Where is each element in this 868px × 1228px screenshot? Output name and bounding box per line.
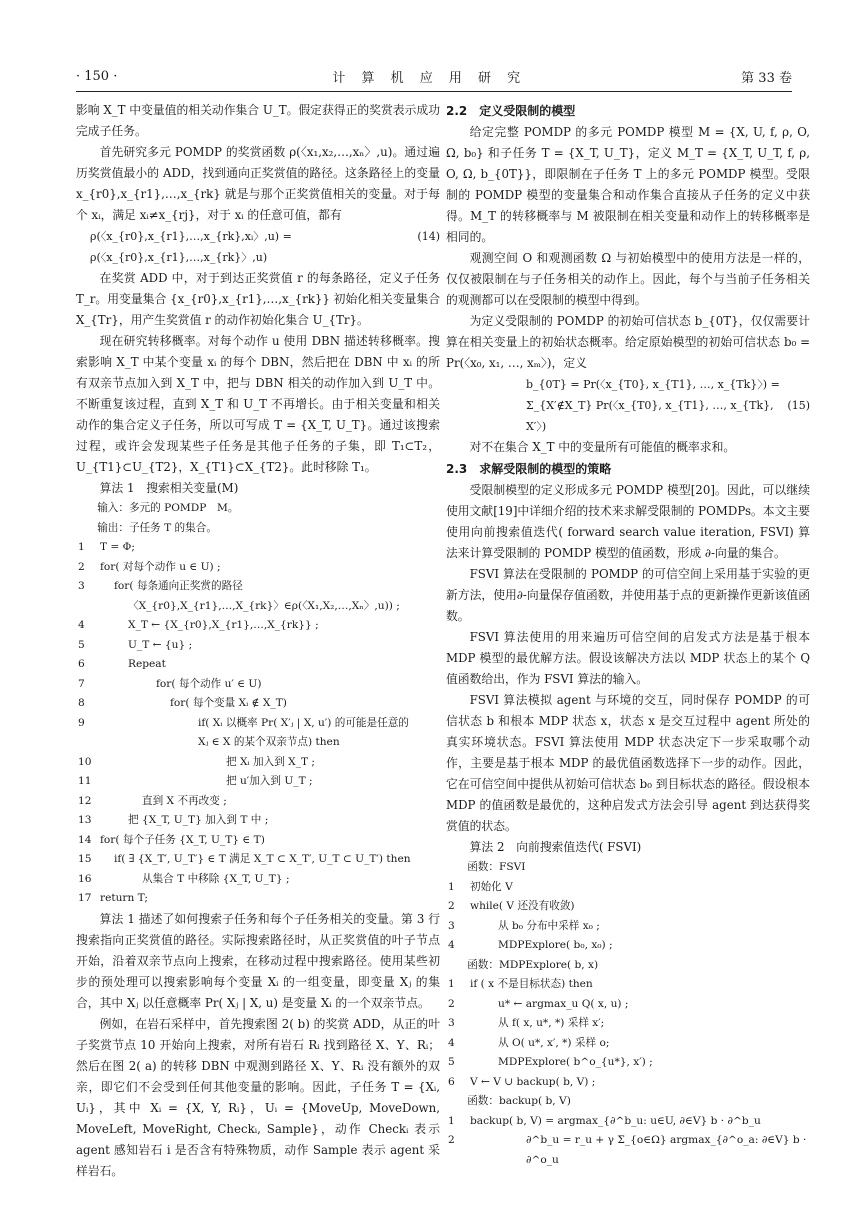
line-number: 12 (78, 794, 92, 807)
line-number: 4 (448, 1036, 455, 1049)
line-text: for( 每个变量 Xᵢ ∉ X_T) (170, 697, 287, 709)
line-number: 6 (78, 658, 85, 670)
algorithm-line (76, 616, 440, 636)
line-number (76, 733, 100, 753)
line-text: 把 u′加入到 U_T ; (226, 775, 313, 787)
algorithm-line (76, 772, 440, 792)
equation-number: (15) (787, 399, 810, 412)
line-number: 3 (78, 580, 85, 592)
algorithm-line (76, 753, 440, 773)
line-text: Xⱼ ∈ X 的某个双亲节点) then (198, 736, 340, 748)
line-text: for( 每个子任务 {X_T, U_T} ∈ T) (100, 833, 265, 846)
line-text: backup( b, V) = argmax_{∂^b_u: u∈U, ∂∈V} b · ∂^b_u (470, 1114, 761, 1127)
algorithm-line (446, 1131, 810, 1170)
line-number: 16 (78, 872, 92, 885)
algorithm-line (446, 1014, 810, 1034)
line-number: 1 (448, 880, 455, 893)
line-number: 2 (448, 997, 455, 1010)
algorithm-input: 输入：多元的 POMDP M。 (97, 502, 239, 514)
algorithm-line (76, 538, 440, 558)
line-number: 11 (78, 775, 92, 787)
line-number: 13 (78, 814, 92, 826)
line-text: V ← V ∪ backup( b, V) ; (470, 1075, 596, 1088)
paragraph: 算法 1 描述了如何搜索子任务和每个子任务相关的变量。第 3 行搜索指向正奖赏值的路径。实际搜索路径时，从正奖赏值的叶子节点开始，沿着双亲节点向上搜索，在移动过程中搜索路径。使用某些初步的预处理可以搜索影响每个变量 Xᵢ 的一组变量，即变量 Xⱼ 的集合，其中 Xⱼ 以任意概率 Pr( Xⱼ | X, u) 是变量 Xᵢ 的一个双亲节点。 (76, 911, 440, 1010)
algorithm-lines (446, 1112, 810, 1171)
algorithm-lines (446, 878, 810, 956)
line-number: 8 (78, 697, 85, 709)
function-label: 函数：backup( b, V) (467, 1095, 571, 1107)
paragraph: 例如，在岩石采样中，首先搜索图 2( b) 的奖赏 ADD，从正的叶子奖赏节点 10 开始向上搜索，对所有岩石 Rᵢ 找到路径 X、Y、Rᵢ；然后在图 2( a) 的转移 DBN 中观测到路径 X、Y、Rᵢ 没有额外的双亲，即它们不会受到任何其他变量的影响。因此，子任务 T = {Xᵢ, Uᵢ}，其中 Xᵢ = {X, Y, Rᵢ}，Uᵢ = {MoveUp, MoveDown, MoveLeft, MoveRight, Checkᵢ, Sample}，动作 Checkᵢ 表示 agent 感知岩石 i 是否含有特殊物质，动作 Sample 表示 agent 采样岩石。 (76, 1016, 440, 1178)
line-text: 把 {X_T, U_T} 加入到 T 中 ; (128, 814, 269, 826)
algorithm-line (76, 870, 440, 890)
line-text: u* ← argmax_u Q( x, u) ; (498, 997, 629, 1010)
line-text: if ( x 不是目标状态) then (470, 978, 593, 990)
line-text: 初始化 V (470, 880, 513, 893)
line-text: 从 O( u*, x′, *) 采样 o; (498, 1036, 610, 1049)
algorithm-lines (76, 538, 440, 909)
algorithm-line (76, 558, 440, 578)
paragraph: 在奖赏 ADD 中，对于到达正奖赏值 r 的每条路径，定义子任务 T_r。用变量集合 {x_{r0},x_{r1},…,x_{rk}} 初始化相关变量集合 X_{Tr}，用产生奖赏值 r 的动作初始化集合 U_{Tr}。 (76, 271, 440, 327)
journal-name: 计 算 机 应 用 研 究 (332, 70, 527, 86)
left-column (76, 100, 440, 1182)
algorithm-line (76, 811, 440, 831)
equation-15-line-2 (446, 395, 810, 437)
line-number: 4 (78, 619, 85, 631)
algorithm-line (446, 936, 810, 956)
line-number: 7 (78, 677, 85, 690)
line-text: ∂^b_u = r_u + γ Σ_{o∈Ω} argmax_{∂^o_a: ∂∈V} b · ∂^o_u (526, 1134, 807, 1166)
paragraph: FSVI 算法在受限制的 POMDP 的可信空间上采用基于实验的更新方法，使用∂-向量保存值函数，并使用基于点的更新操作更新该值函数。 (446, 567, 810, 623)
line-number: 17 (78, 892, 92, 904)
equation-body: ρ(〈x_{r0},x_{r1},…,x_{rk},xᵢ〉,u) = ρ(〈x_{r0},x_{r1},…,x_{rk}〉,u) (90, 230, 292, 264)
line-number (76, 597, 100, 617)
equation-14 (76, 226, 440, 268)
function-label: 函数：FSVI (467, 861, 526, 873)
line-number: 1 (78, 541, 85, 553)
volume-label: 第 33 卷 (741, 70, 792, 86)
header-rule (76, 91, 792, 92)
running-header (76, 66, 792, 86)
line-text: 直到 X 不再改变 ; (142, 794, 227, 807)
paragraph: 现在研究转移概率。对每个动作 u 使用 DBN 描述转移概率。搜索影响 X_T 中某个变量 xᵢ 的每个 DBN，然后把在 DBN 中 xᵢ 的所有双亲节点加入到 X_T 中，把与 DBN 相关的动作加入到 U_T 中。不断重复该过程，直到 X_T 和 U_T 不再增长。由于相关变量和相关动作的集合定义子任务，所以可写成 T = {X_T, U_T}。通过该搜索过程，或许会发现某些子任务是其他子任务的子集，即 T₁⊂T₂，U_{T1}⊂U_{T2}，X_{T1}⊂X_{T2}。此时移除 T₁。 (76, 334, 440, 474)
line-number: 2 (78, 560, 85, 573)
algorithm-lines (446, 975, 810, 1092)
algorithm-1 (76, 499, 440, 909)
algorithm-2 (446, 858, 810, 1170)
line-text: for( 每条通向正奖赏的路径 (114, 580, 243, 592)
line-text: for( 对每个动作 u ∈ U) ; (100, 560, 221, 573)
line-text: X_T ← {X_{r0},X_{r1},…,X_{rk}} ; (128, 619, 319, 631)
paragraph: 受限制模型的定义形成多元 POMDP 模型[20]。因此，可以继续使用文献[19]中详细介绍的技术来求解受限制的 POMDPs。本文主要使用向前搜索值迭代( forward search value iteration, FSVI) 算法来计算受限制的 POMDP 模型的值函数，形成 ∂-向量的集合。 (446, 483, 810, 560)
line-text: for( 每个动作 u′ ∈ U) (156, 677, 262, 690)
algorithm-line (446, 995, 810, 1015)
line-text: Repeat (128, 658, 166, 670)
line-text: T = Φ; (100, 541, 135, 553)
equation-number: (14) (417, 230, 440, 243)
line-text: MDPExplore( b^o_{u*}, x′) ; (498, 1056, 653, 1068)
algorithm-line (76, 694, 440, 714)
section-heading: 2.3 求解受限制的模型的策略 (446, 462, 612, 476)
paragraph: 为定义受限制的 POMDP 的初始可信状态 b_{0T}，仅仅需要计算在相关变量上的初始状态概率。给定原始模型的初始可信状态 b₀ = Pr(〈x₀, x₁, …, xₘ〉)，定义 (446, 314, 810, 370)
algorithm-1-title: 算法 1 搜索相关变量(M) (99, 481, 239, 495)
algorithm-line (446, 878, 810, 898)
algorithm-line (76, 675, 440, 695)
line-number: 2 (448, 900, 455, 912)
section-heading: 2.2 定义受限制的模型 (446, 104, 576, 118)
line-text: if( ∃ {X_T′, U_T′} ∈ T 满足 X_T ⊂ X_T′, U_T ⊂ U_T′) then (114, 853, 411, 865)
line-number: 9 (78, 716, 85, 729)
algorithm-line (446, 1053, 810, 1073)
equation-body: Σ_{X′∉X_T} Pr(〈x_{T0}, x_{T1}, …, x_{Tk}, X′〉) (526, 399, 774, 433)
line-number: 5 (78, 638, 85, 651)
algorithm-line (446, 1073, 810, 1093)
algorithm-line (76, 636, 440, 656)
line-text: U_T ← {u} ; (128, 638, 193, 651)
function-label: 函数：MDPExplore( b, x) (467, 958, 599, 971)
algorithm-line (76, 889, 440, 909)
line-text: 〈X_{r0},X_{r1},…,X_{rk}〉∈ρ(〈X₁,X₂,…,Xₙ〉,u)) ; (128, 599, 400, 612)
line-text: return T; (100, 892, 148, 904)
line-number: 14 (78, 833, 92, 846)
algorithm-line (76, 597, 440, 617)
paragraph: 给定完整 POMDP 的多元 POMDP 模型 M = {X, U, f, ρ, O, Ω, b₀} 和子任务 T = {X_T, U_T}，定义 M_T = {X_T, U_T, f, ρ, O, Ω, b_{0T}}，即限制在子任务 T 上的多元 POMDP 模型。受限制的 POMDP 模型的变量集合和动作集合直接从子任务的定义中获得。M_T 的转移概率与 M 被限制在相关变量和动作上的转移概率是相同的。 (446, 125, 810, 244)
algorithm-line (76, 655, 440, 675)
algorithm-line (446, 897, 810, 917)
equation-15-line-1: b_{0T} = Pr(〈x_{T0}, x_{T1}, …, x_{Tk}〉) = (526, 378, 780, 391)
line-text: if( Xᵢ 以概率 Pr( X′ⱼ | X, u′) 的可能是任意的 (198, 716, 409, 729)
algorithm-output: 输出：子任务 T 的集合。 (97, 521, 217, 534)
algorithm-line (446, 1112, 810, 1132)
line-number: 5 (448, 1056, 455, 1068)
algorithm-line (446, 917, 810, 937)
line-number: 1 (448, 978, 455, 990)
algorithm-line (446, 1034, 810, 1054)
algorithm-line (76, 733, 440, 753)
paragraph: FSVI 算法模拟 agent 与环境的交互，同时保存 POMDP 的可信状态 b 和根本 MDP 状态 x，状态 x 是交互过程中 agent 所处的真实环境状态。FSVI 算法使用 MDP 状态决定下一步采取哪个动作，主要是基于根本 MDP 的最优值函数选择下一步的动作。因此，它在可信空间中提供从初始可信状态 b₀ 到目标状态的路径。假设根本 MDP 的值函数是最优的，这种启发式方法会引导 agent 到达获得奖赏值的状态。 (446, 693, 810, 833)
line-number: 2 (448, 1134, 455, 1146)
line-number: 1 (448, 1114, 455, 1127)
page-number: · 150 · (76, 68, 118, 84)
algorithm-line (76, 850, 440, 870)
line-number: 15 (78, 853, 92, 865)
line-number: 6 (448, 1075, 455, 1088)
line-text: 从集合 T 中移除 {X_T, U_T} ; (142, 872, 290, 885)
line-number: 10 (78, 755, 92, 768)
line-number: 3 (448, 1017, 455, 1029)
algorithm-2-title: 算法 2 向前搜索值迭代( FSVI) (469, 840, 642, 854)
right-column (446, 100, 810, 1170)
line-text: while( V 还没有收敛) (470, 900, 575, 912)
paragraph: FSVI 算法使用的用来遍历可信空间的启发式方法是基于根本 MDP 模型的最优解方法。假设该解决方法以 MDP 状态上的某个 Q 值函数给出，作为 FSVI 算法的输入。 (446, 630, 810, 686)
paragraph: 观测空间 O 和观测函数 Ω 与初始模型中的使用方法是一样的，仅仅被限制在与子任务相关的动作上。因此，每个与当前子任务相关的观测都可以在受限制的模型中得到。 (446, 251, 810, 307)
line-text: 把 Xᵢ 加入到 X_T ; (226, 755, 315, 768)
line-text: MDPExplore( b₀, x₀) ; (498, 939, 613, 951)
algorithm-line (76, 577, 440, 597)
paragraph: 影响 X_T 中变量值的相关动作集合 U_T。假定获得正的奖赏表示成功完成子任务。 (76, 103, 440, 138)
line-text: 从 f( x, u*, *) 采样 x′; (498, 1017, 605, 1029)
algorithm-line (76, 831, 440, 851)
paragraph: 首先研究多元 POMDP 的奖赏函数 ρ(〈x₁,x₂,…,xₙ〉,u)。通过遍历奖赏值最小的 ADD，找到通向正奖赏值的路径。这条路径上的变量 x_{r0},x_{r1},…,x_{rk} 就是与那个正奖赏值相关的变量。对于每个 xᵢ，满足 xᵢ≠x_{rj}，对于 xᵢ 的任意可值，都有 (76, 145, 440, 222)
paragraph: 对不在集合 X_T 中的变量所有可能值的概率求和。 (469, 440, 736, 454)
line-text: 从 b₀ 分布中采样 x₀ ; (498, 919, 600, 932)
algorithm-line (446, 975, 810, 995)
algorithm-line (76, 714, 440, 734)
line-number: 3 (448, 919, 455, 932)
line-number: 4 (448, 939, 455, 951)
algorithm-line (76, 792, 440, 812)
